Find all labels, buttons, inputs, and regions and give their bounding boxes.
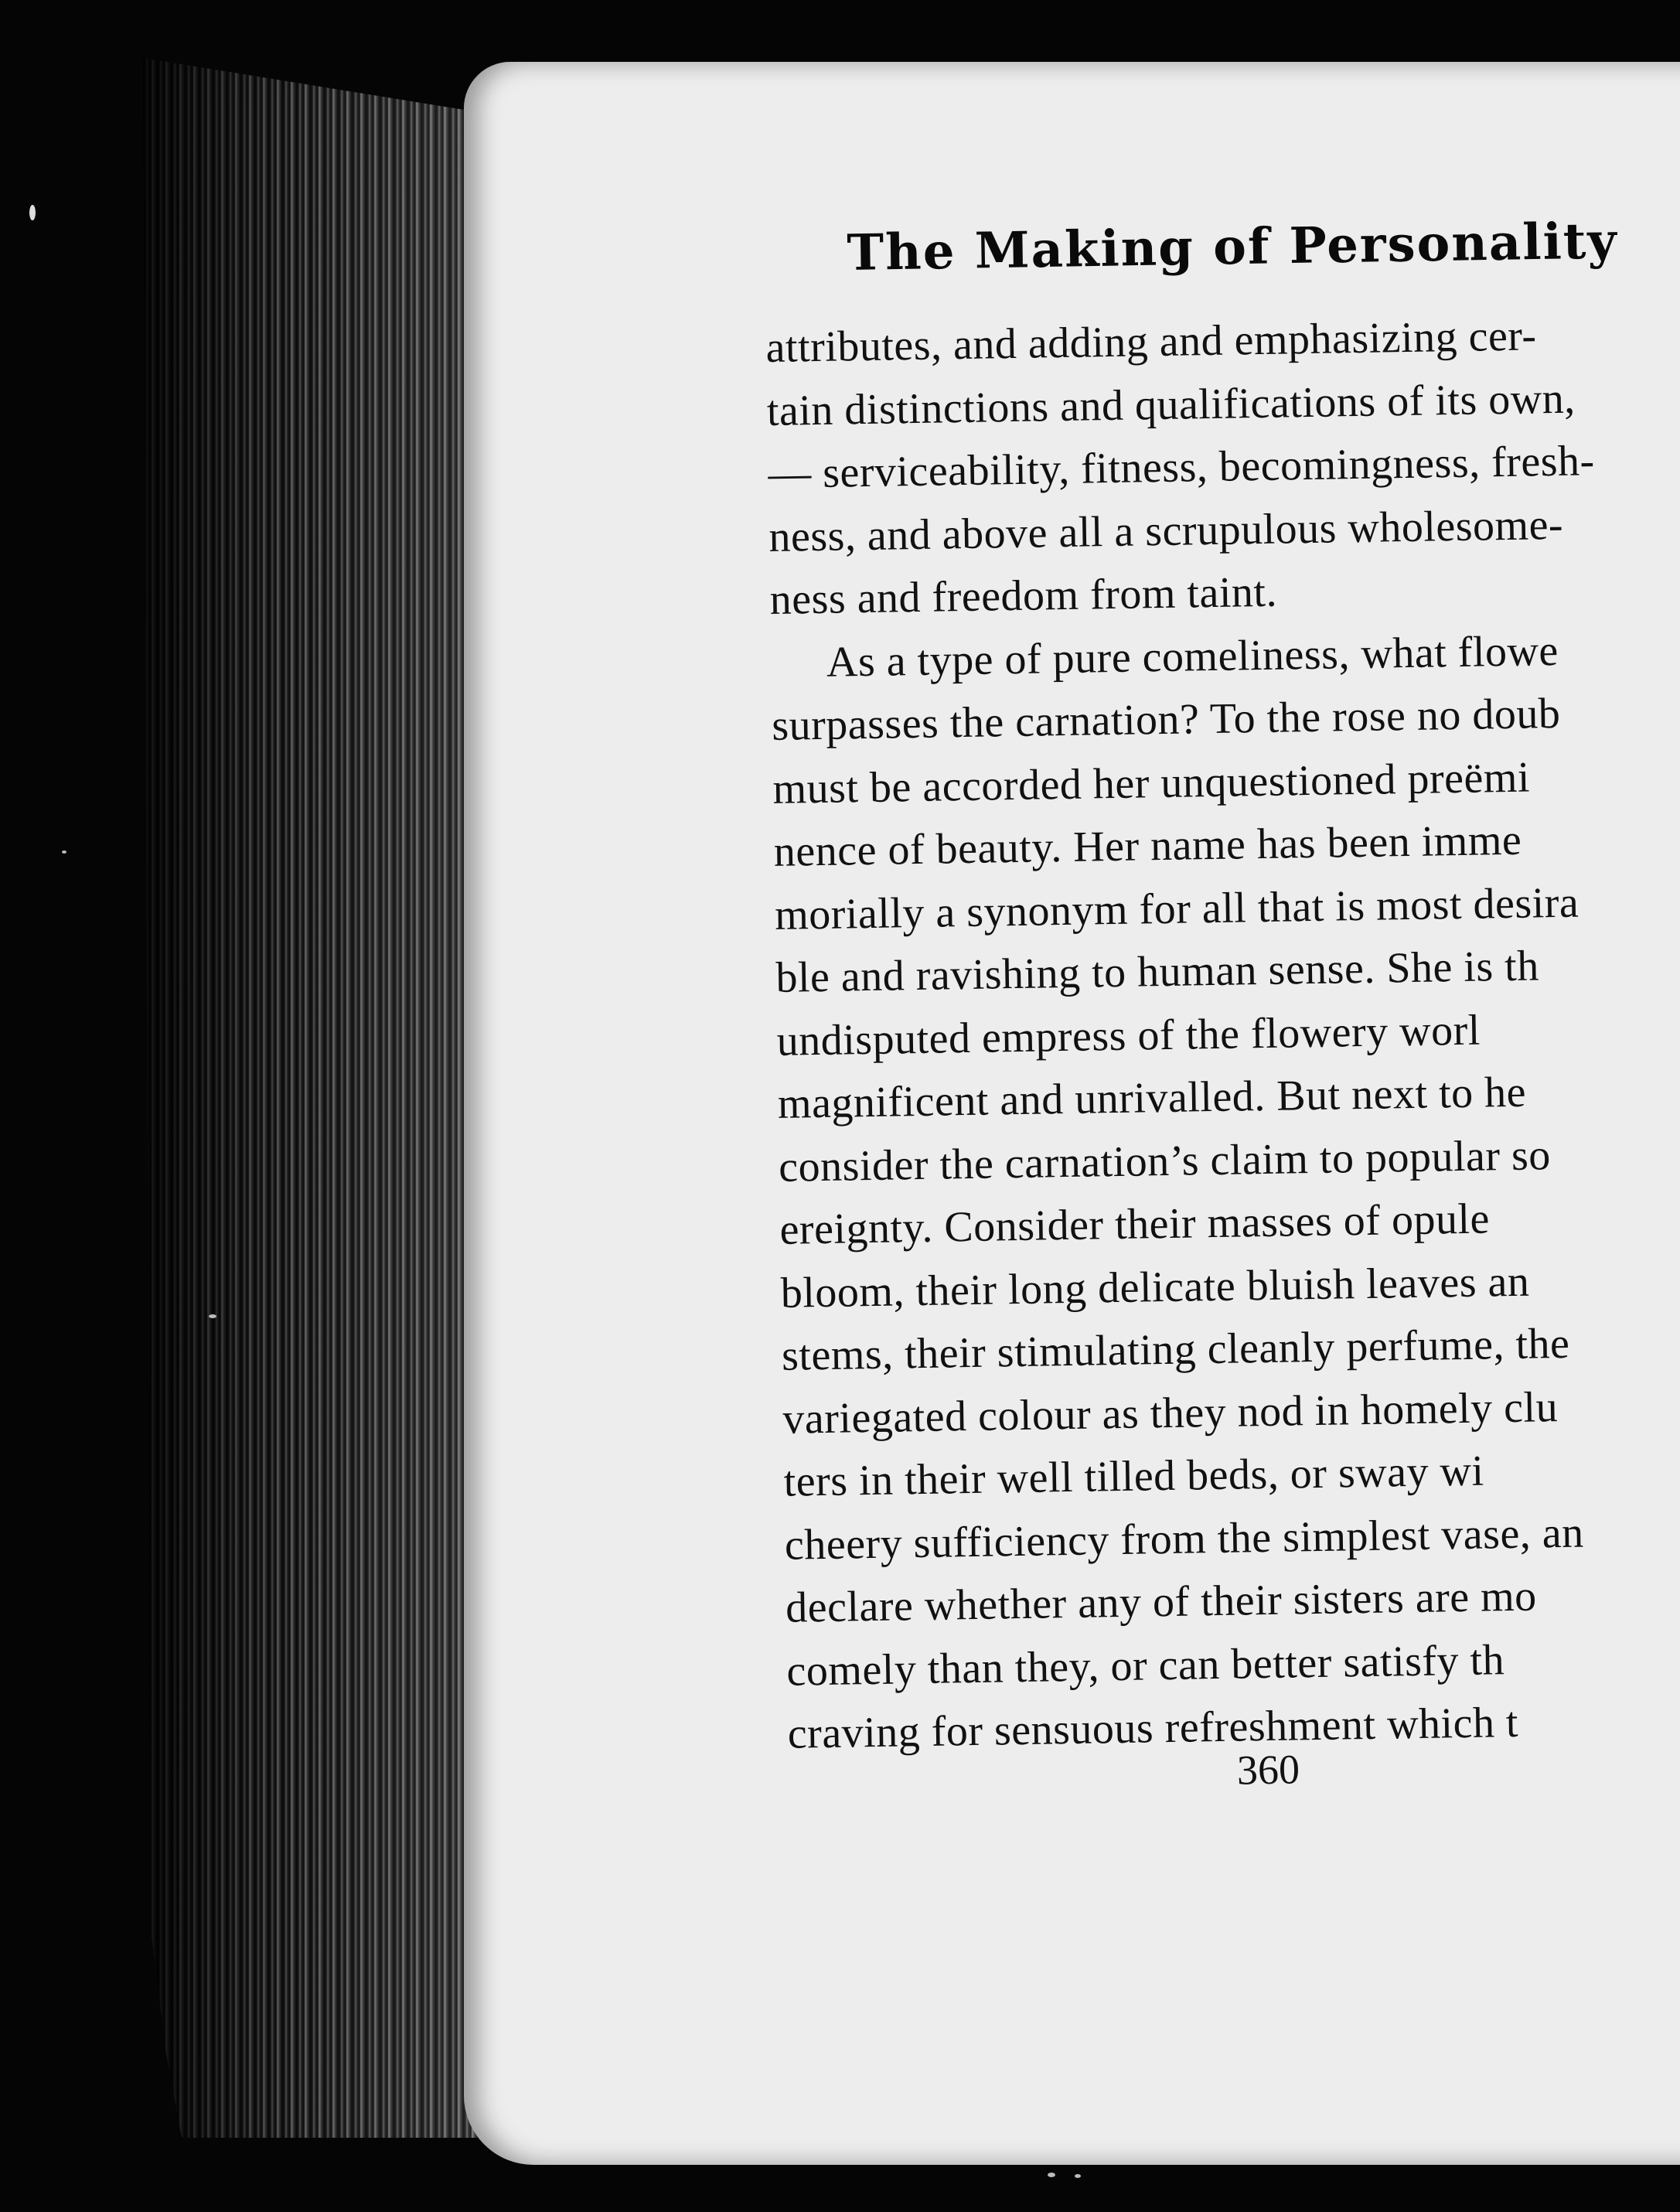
text-line: cheery sufficiency from the simplest vase, an: [784, 1508, 1585, 1570]
text-line: tain distinctions and qualifications of its own,: [766, 374, 1576, 435]
text-line: surpasses the carnation? To the rose no doub: [771, 689, 1561, 750]
dust-speck: [62, 850, 66, 854]
dust-speck: [1048, 2173, 1055, 2177]
text-line: ness, and above all a scrupulous wholesome-: [768, 500, 1564, 561]
text-line: craving for sensuous refreshment which t: [787, 1698, 1519, 1758]
text-line: attributes, and adding and emphasizing cer-: [765, 312, 1537, 372]
paragraph-start-line: As a type of pure comeliness, what flowe: [826, 626, 1559, 687]
text-line: ness and freedom from taint.: [769, 567, 1278, 624]
text-line: must be accorded her unquestioned preëmi: [772, 753, 1531, 813]
text-line: declare whether any of their sisters are mo: [785, 1572, 1538, 1632]
running-head: The Making of Personality: [847, 212, 1619, 282]
text-line: magnificent and unrivalled. But next to he: [777, 1068, 1527, 1128]
body-text: [765, 302, 1680, 1766]
text-line: variegated colour as they nod in homely clu: [782, 1382, 1559, 1443]
text-line: morially a synonym for all that is most desira: [774, 878, 1579, 939]
text-line: stems, their stimulating cleanly perfume, the: [781, 1319, 1570, 1380]
text-line: nence of beauty. Her name has been imme: [773, 816, 1522, 876]
text-line: consider the carnation’s claim to popular so: [778, 1130, 1552, 1191]
dust-speck: [209, 1314, 216, 1318]
text-line: comely than they, or can better satisfy th: [786, 1635, 1505, 1696]
text-line: ereignty. Consider their masses of opule: [779, 1195, 1491, 1254]
text-line: bloom, their long delicate bluish leaves an: [780, 1257, 1530, 1317]
dust-speck: [1075, 2174, 1081, 2178]
page-number: 360: [1236, 1746, 1300, 1794]
text-line: — serviceability, fitness, becomingness, fresh-: [767, 437, 1596, 498]
text-line: undisputed empress of the flowery worl: [776, 1006, 1481, 1065]
text-line: ters in their well tilled beds, or sway wi: [783, 1447, 1484, 1506]
text-line: ble and ravishing to human sense. She is th: [775, 942, 1540, 1002]
dust-speck: [29, 205, 36, 220]
